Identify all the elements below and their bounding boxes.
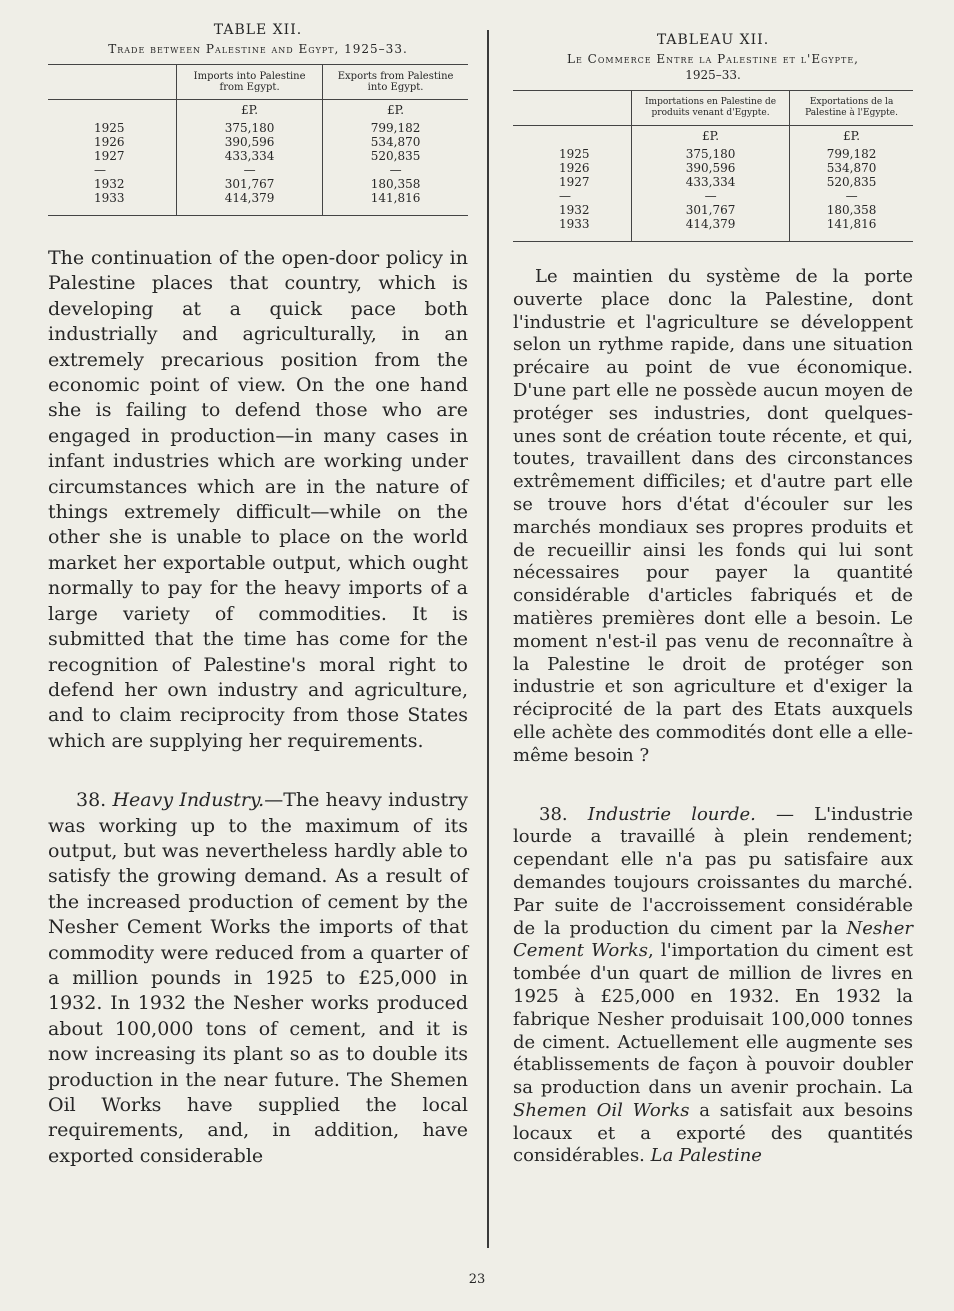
unit-label: £P. [323,100,468,118]
section-title: Heavy Industry. [112,789,265,812]
export-cell: 520,835 [826,175,877,189]
trade-table [48,64,468,216]
year-cell: 1925 [559,147,590,161]
export-cell: 180,358 [370,177,421,191]
year-cell: 1925 [94,121,125,135]
french-paragraph: Le maintien du système de la porte ouverte place donc la Palestine, dont l'industrie et l'agriculture se développent selon un rythme rapide, dans une situation précaire au point de vue économique. D'une part elle ne possède aucun moyen de protéger ses industries, dont quelques-unes sont de création toute récente, et qui, toutes, travaillent dans des circonstances extrêmement difficiles; et d'autre part elle se trouve hors d'état d'écouler sur les marchés mondiaux ses propres produits et de recueillir ainsi les fonds qui lui sont nécessaires pour payer la quantité considérable d'articles fabriqués et de matières premières dont elle a besoin. Le moment n'est-il pas venu de reconnaître à la Palestine le droit de protéger son industrie et son agriculture et d'exiger la réciprocité de la part des Etats auxquels elle achète des commodités dont elle a elle-même besoin ? [513,266,913,766]
imports-values [632,143,790,242]
import-cell: 414,379 [224,191,275,205]
import-cell: 375,180 [224,121,275,135]
section-number: 38. [539,803,568,825]
import-cell: — [243,163,256,177]
company-name: Shemen Oil Works [513,1099,690,1121]
section-text: a satisfait aux besoins locaux et a exporté des quantités considérables. [513,1099,914,1167]
unit-label: £P. [177,100,323,118]
export-cell: 180,358 [826,203,877,217]
export-cell: 520,835 [370,149,421,163]
section-text: — L'industrie lourde a travaillé à plein rendement; cependant elle n'a pas pu satisfaire aux demandes toujours croissantes du marché. Par suite de l'accroissement considérable de la production du ciment par la [513,803,913,939]
import-cell: 301,767 [224,177,275,191]
unit-label: £P. [632,126,790,144]
import-cell: — [704,189,717,203]
import-cell: 390,596 [685,161,736,175]
table-title: TABLE XII. [213,22,303,38]
year-cell: 1932 [559,203,590,217]
imports-values [177,117,323,216]
english-section-38 [48,788,468,1169]
column-divider [487,30,489,1248]
import-cell: 301,767 [685,203,736,217]
year-cell: 1926 [559,161,590,175]
year-cell: 1933 [559,217,590,231]
table-subtitle-years: 1925–33. [685,68,741,82]
export-cell: 534,870 [370,135,421,149]
year-list [48,117,177,216]
import-cell: 433,334 [224,149,275,163]
export-cell: — [845,189,858,203]
year-cell: 1926 [94,135,125,149]
column-header-exports: Exportations de la Palestine à l'Egypte. [790,91,913,126]
export-cell: 534,870 [826,161,877,175]
english-paragraph: The continuation of the open-door policy in Palestine places that country, which is developing at a quick pace both industrially and agriculturally, in an extremely precarious position from the economic point of view. On the one hand she is failing to defend those who are engaged in production—in many cases in infant industries which are working under circumstances which are in the nature of things extremely difficult—while on the other she is unable to place on the world market her exportable output, which ought normally to pay for the heavy imports of a large variety of commodities. It is submitted that the time has come for the recognition of Palestine's moral right to defend her own industry and agriculture, and to claim reciprocity from those States which are supplying her requirements. [48,247,468,752]
section-text: —The heavy industry was working up to the maximum of its output, but was nevertheless hardly able to satisfy the growing demand. As a result of the increased production of cement by the Nesher Cement Works the imports of that commodity were reduced from a quarter of a million pounds in 1925 to £25,000 in 1932. In 1932 the Nesher works produced about 100,000 tons of cement, and it is now increasing its plant so as to double its production in the near future. The Shemen Oil Works have supplied the local requirements, and, in addition, have exported considerable [48,789,469,1167]
year-cell: 1927 [94,149,125,163]
column-header-imports: Importations en Palestine de produits venant d'Egypte. [632,91,790,126]
unit-label: £P. [790,126,913,144]
export-cell: 141,816 [370,191,421,205]
exports-values [790,143,913,242]
import-cell: 390,596 [224,135,275,149]
import-cell: 414,379 [685,217,736,231]
company-name: Nesher Cement Works [513,917,913,962]
exports-values [323,117,468,216]
table-subtitle: Trade between Palestine and Egypt, 1925–33. [108,42,408,56]
import-cell: 375,180 [685,147,736,161]
english-column [48,22,468,1169]
year-cell: 1933 [94,191,125,205]
export-cell: — [389,163,402,177]
column-header-imports: Imports into Palestine from Egypt. [177,65,323,100]
year-cell: — [94,163,106,177]
year-cell: — [559,189,571,203]
section-text: , l'importation du ciment est tombée d'un quart de million de livres en 1925 à £25,000 en 1932. En 1932 la fabrique Nesher produisait 100,000 tonnes de ciment. Actuellement elle augmente ses établissements de façon à pouvoir doubler sa production dans un avenir prochain. La [513,940,913,1099]
export-cell: 799,182 [826,147,877,161]
import-cell: 433,334 [685,175,736,189]
year-cell: 1932 [94,177,125,191]
section-number: 38. [76,789,107,812]
french-column [513,22,913,1168]
page-number: 23 [468,1272,486,1287]
year-cell: 1927 [559,175,590,189]
column-header-exports: Exports from Palestine into Egypt. [323,65,468,100]
catchword: La Palestine [650,1145,762,1167]
trade-table [513,90,913,242]
export-cell: 141,816 [826,217,877,231]
year-list [513,143,632,242]
table-subtitle: Le Commerce Entre la Palestine et l'Egypte, [567,52,859,66]
section-title: Industrie lourde. [587,803,756,825]
french-section-38 [513,804,913,1169]
export-cell: 799,182 [370,121,421,135]
table-title: TABLEAU XII. [656,32,770,48]
